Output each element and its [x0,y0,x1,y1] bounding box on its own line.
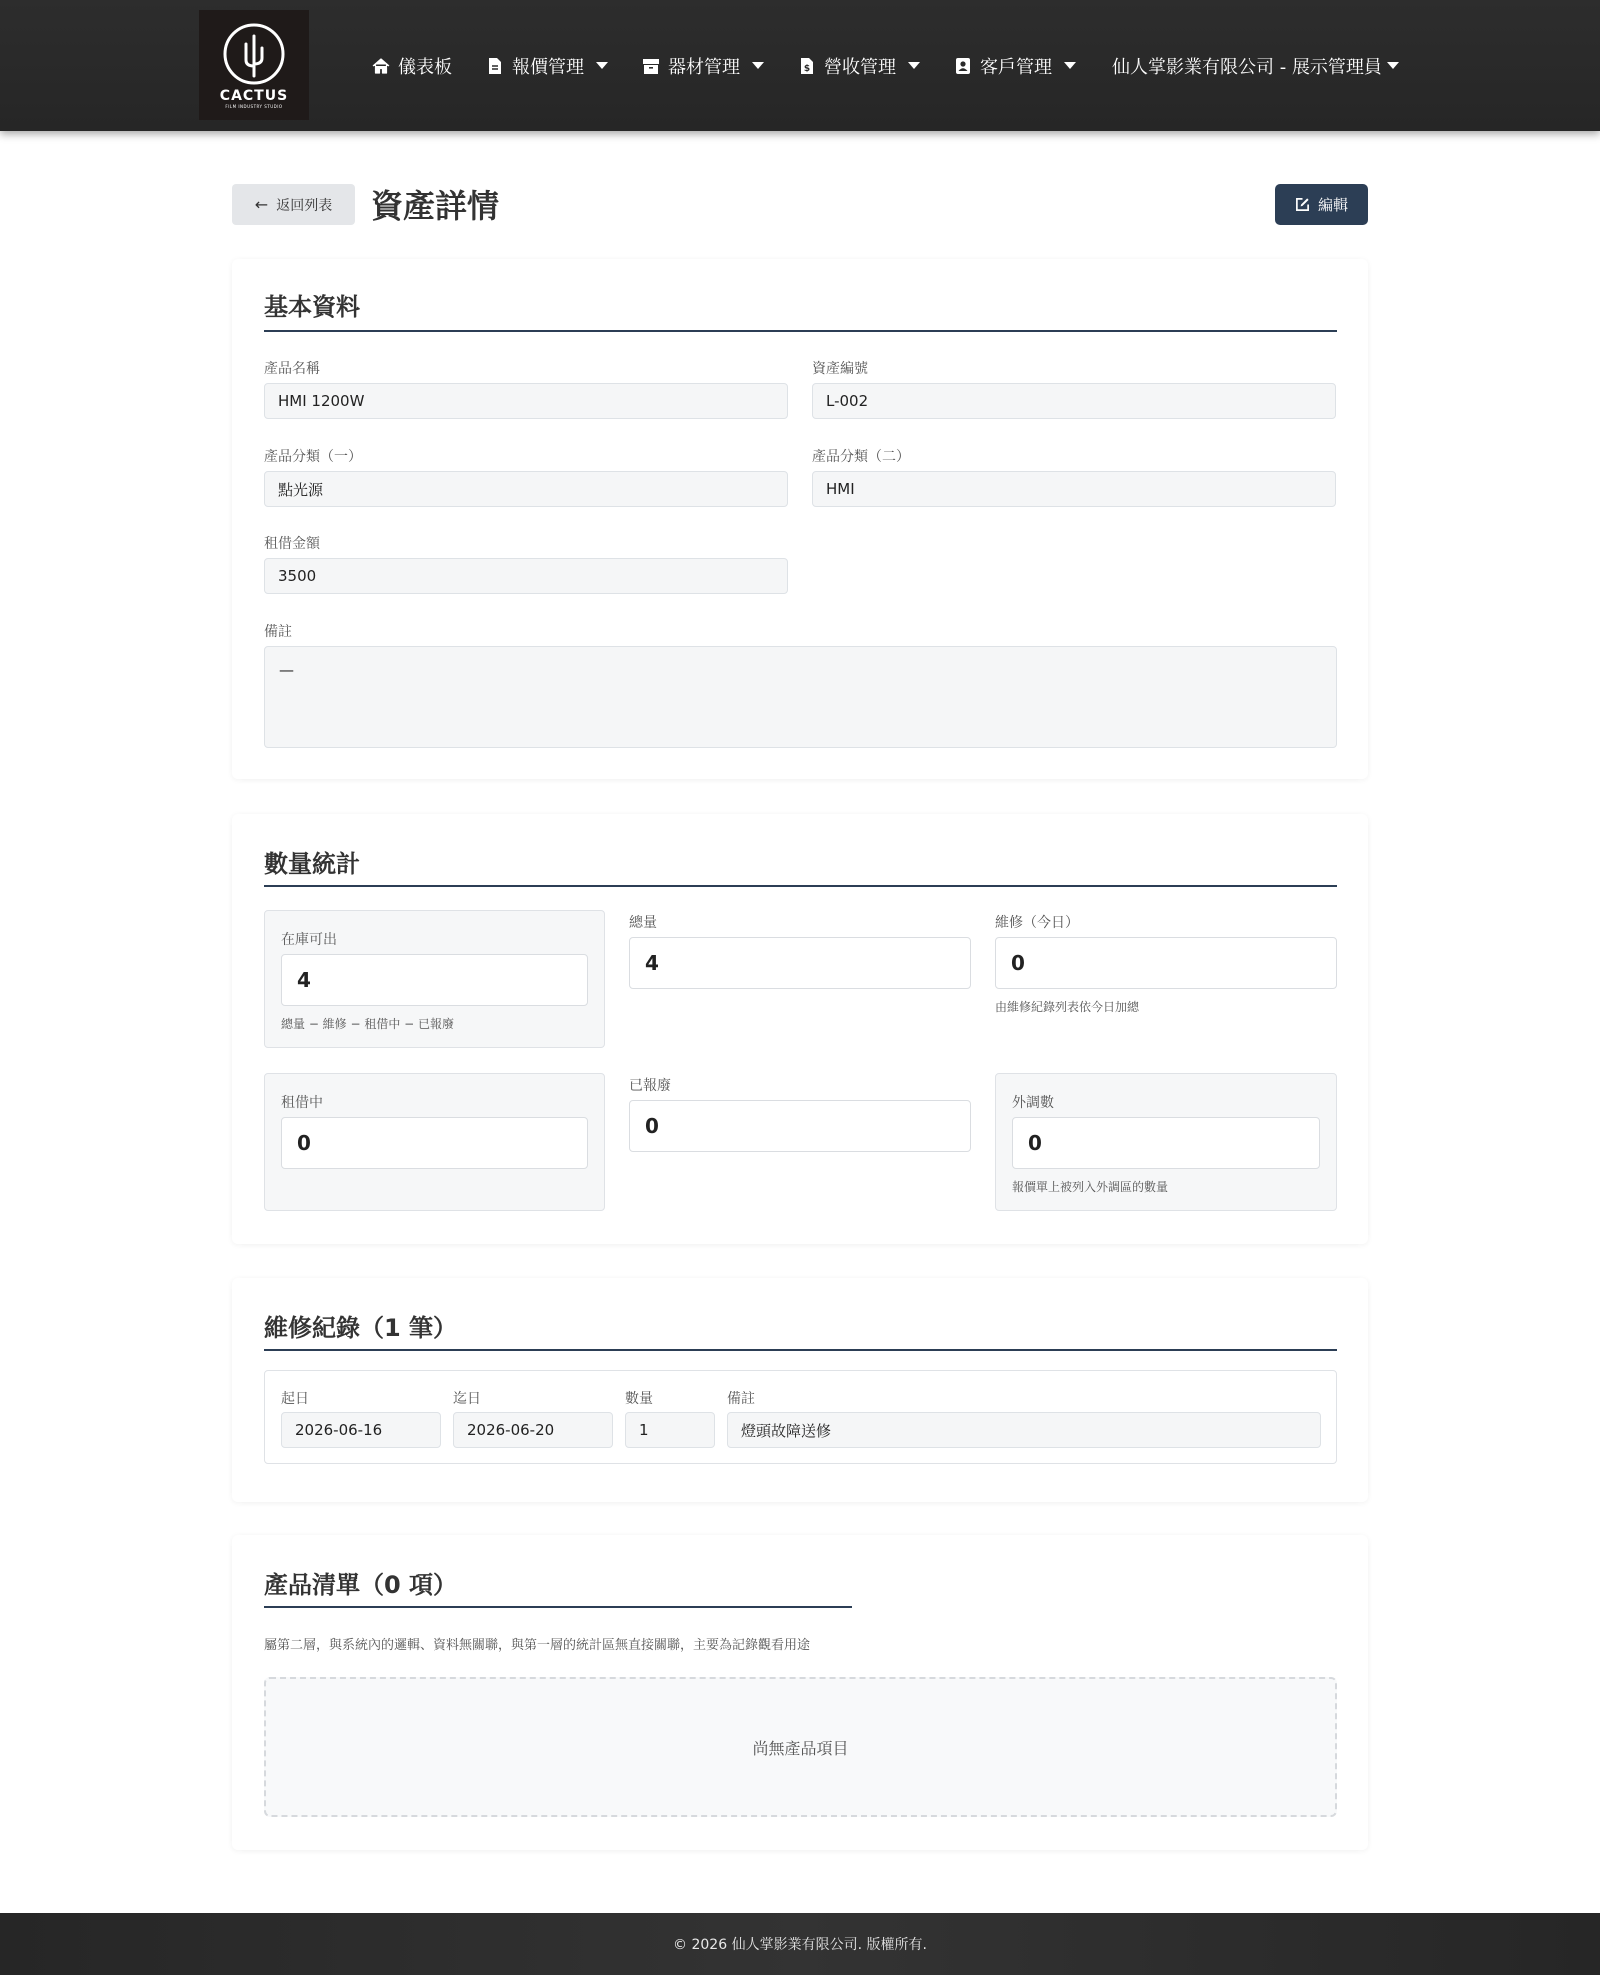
footer-copyright: © 2026 仙人掌影業有限公司. 版權所有. [673,1937,927,1953]
repair-start-label: 起日 [281,1391,309,1407]
chevron-down-icon [1387,62,1399,69]
brand-logo[interactable] [199,10,309,120]
scrapped-label: 已報廢 [629,1078,671,1094]
available-label: 在庫可出 [281,932,337,948]
basic-info-title: 基本資料 [264,293,360,321]
invoice-dollar-icon [798,57,816,75]
edit-icon [1295,197,1310,212]
external-label: 外調數 [1012,1095,1054,1111]
basic-info-card [232,259,1368,779]
nav-dashboard-label: 儀表板 [398,56,452,78]
repair-note-field[interactable]: 燈頭故障送修 [727,1412,1321,1448]
top-navbar [0,0,1600,131]
repair-qty-label: 數量 [625,1391,653,1407]
repair-note-label: 備註 [727,1391,755,1407]
repair-records-card [232,1278,1368,1502]
category-two-field[interactable]: HMI [812,471,1336,507]
total-label: 總量 [629,915,657,931]
back-button-label: 返回列表 [276,197,333,214]
nav-equipment[interactable] [642,53,764,79]
home-icon [372,57,390,75]
section-divider [264,1606,852,1608]
section-divider [264,885,1337,887]
nav-revenue-label: 營收管理 [824,56,896,78]
rental-amount-label: 租借金額 [264,536,320,552]
brand-name: CACTUS [219,87,289,104]
scrapped-value: 0 [629,1100,971,1152]
back-to-list-button[interactable] [232,184,355,225]
product-list-title: 產品清單（0 項） [264,1571,458,1599]
repair-end-label: 迄日 [453,1391,481,1407]
nav-revenue[interactable] [798,53,920,79]
chevron-down-icon [596,62,608,69]
notes-label: 備註 [264,624,292,640]
nav-dashboard[interactable] [372,53,452,79]
repair-today-hint: 由維修紀錄列表依今日加總 [995,1000,1140,1014]
category-one-field[interactable]: 點光源 [264,471,788,507]
repair-record-row [264,1370,1337,1464]
chevron-down-icon [908,62,920,69]
asset-number-field[interactable]: L-002 [812,383,1336,419]
rented-label: 租借中 [281,1095,323,1111]
box-icon [642,57,660,75]
nav-equipment-label: 器材管理 [668,56,740,78]
brand-tagline: FILM INDUSTRY STUDIO [225,103,283,109]
empty-product-list: 尚無產品項目 [264,1677,1337,1817]
total-value: 4 [629,937,971,989]
repair-qty-field[interactable]: 1 [625,1412,715,1448]
category-one-label: 產品分類（一） [264,449,362,465]
section-divider [264,1349,1337,1351]
quantity-stats-title: 數量統計 [264,850,360,878]
page-title: 資產詳情 [371,187,500,225]
file-icon [486,57,504,75]
section-divider [264,330,1337,332]
repair-start-field[interactable]: 2026-06-16 [281,1412,441,1448]
footer [0,1913,1600,1975]
chevron-down-icon [1064,62,1076,69]
nav-customers-label: 客戶管理 [980,56,1052,78]
address-book-icon [954,57,972,75]
available-hint: 總量 − 維修 − 租借中 − 已報廢 [281,1017,455,1031]
cactus-logo-icon [222,22,286,86]
notes-field[interactable]: — [264,646,1337,748]
svg-text:$: $ [803,63,811,74]
available-value: 4 [281,954,588,1006]
asset-number-label: 資產編號 [812,361,868,377]
repair-today-label: 維修（今日） [995,915,1079,931]
chevron-down-icon [752,62,764,69]
edit-button[interactable] [1275,184,1368,225]
external-value: 0 [1012,1117,1320,1169]
category-two-label: 產品分類（二） [812,449,910,465]
arrow-left-icon: ← [254,195,269,214]
repair-today-value: 0 [995,937,1337,989]
product-list-description: 屬第二層，與系統內的邏輯、資料無關聯，與第一層的統計區無直接關聯，主要為記錄觀看用途 [264,1638,811,1653]
product-name-field[interactable]: HMI 1200W [264,383,788,419]
repair-end-field[interactable]: 2026-06-20 [453,1412,613,1448]
nav-quotes[interactable] [486,53,608,79]
nav-quotes-label: 報價管理 [512,56,584,78]
external-hint: 報價單上被列入外調區的數量 [1012,1180,1169,1194]
repair-records-title: 維修紀錄（1 筆） [264,1314,458,1342]
nav-user-label: 仙人掌影業有限公司 - 展示管理員 [1112,56,1382,78]
nav-user-menu[interactable] [1112,0,1399,131]
product-list-card [232,1535,1368,1850]
rental-amount-field[interactable]: 3500 [264,558,788,594]
nav-customers[interactable] [954,53,1076,79]
edit-button-label: 編輯 [1317,196,1348,214]
rented-value: 0 [281,1117,588,1169]
product-name-label: 產品名稱 [264,361,320,377]
quantity-stats-card [232,814,1368,1244]
